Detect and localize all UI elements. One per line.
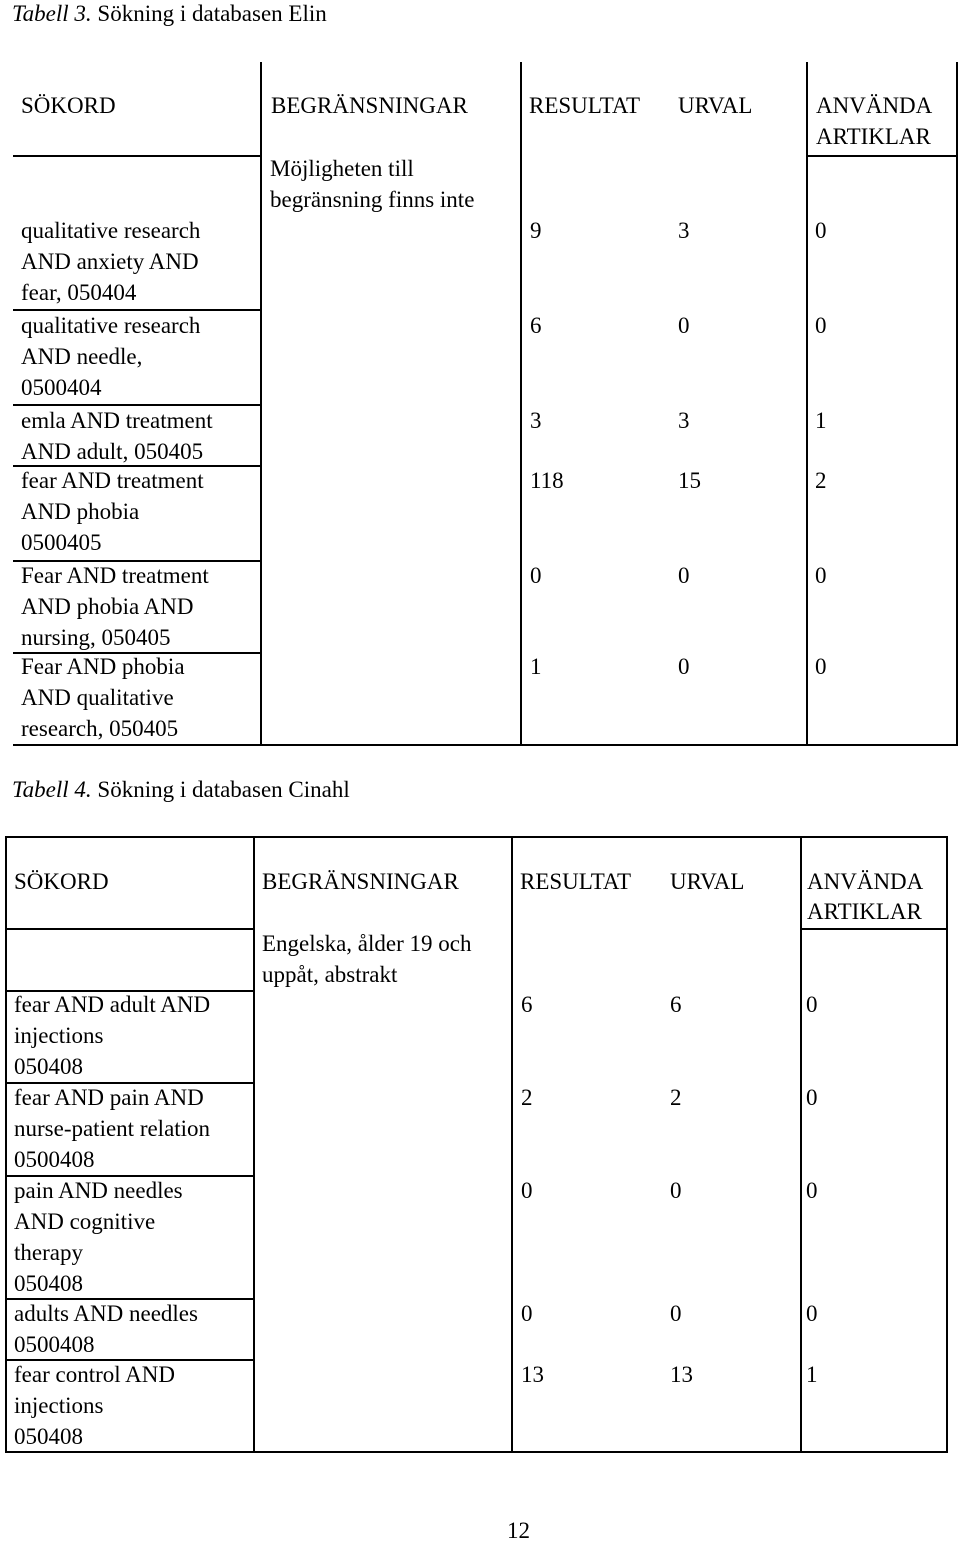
table4-header-sokord: SÖKORD — [14, 869, 109, 894]
table4-anvanda: 0 — [806, 1178, 818, 1203]
table3-rule — [13, 155, 260, 157]
page-number: 12 — [507, 1518, 530, 1543]
table3-rule — [260, 62, 262, 746]
table3-anvanda: 2 — [815, 468, 827, 493]
table4-rule — [946, 836, 948, 1453]
table4-resultat: 0 — [521, 1301, 533, 1326]
table4-rule — [800, 836, 802, 1453]
table3-urval: 15 — [678, 468, 701, 493]
table3-search-term: qualitative research AND anxiety AND fear, 050404 — [21, 218, 201, 305]
table4-rule — [802, 928, 948, 930]
table3-search-term: Fear AND phobia AND qualitative research, 050405 — [21, 654, 185, 741]
table3-resultat: 1 — [530, 654, 542, 679]
table3-limitation: Möjligheten till begränsning finns inte — [270, 156, 475, 212]
table4-urval: 2 — [670, 1085, 682, 1110]
table4-search-term: adults AND needles 0500408 — [14, 1301, 198, 1357]
table4-rule — [5, 928, 253, 930]
table3-header-sokord: SÖKORD — [21, 93, 116, 118]
table4-search-term: fear AND adult AND injections 050408 — [14, 992, 211, 1079]
table4-urval: 6 — [670, 992, 682, 1017]
table3-rule — [806, 62, 808, 746]
table3-resultat: 0 — [530, 563, 542, 588]
table3-urval: 0 — [678, 563, 690, 588]
table3-urval: 3 — [678, 408, 690, 433]
table4-resultat: 0 — [521, 1178, 533, 1203]
table3-urval: 0 — [678, 313, 690, 338]
table4-resultat: 13 — [521, 1362, 544, 1387]
table3-rule — [956, 62, 958, 746]
table3-urval: 0 — [678, 654, 690, 679]
table4-urval: 0 — [670, 1301, 682, 1326]
table4-rule — [253, 836, 255, 1453]
table4-search-term: fear control AND injections 050408 — [14, 1362, 175, 1449]
table3-resultat: 118 — [530, 468, 564, 493]
table4-resultat: 6 — [521, 992, 533, 1017]
table3-search-term: Fear AND treatment AND phobia AND nursing, 050405 — [21, 563, 209, 650]
table4-urval: 0 — [670, 1178, 682, 1203]
table3-anvanda: 0 — [815, 563, 827, 588]
table3-search-term: fear AND treatment AND phobia 0500405 — [21, 468, 204, 555]
table4-rule — [5, 836, 7, 1453]
table3-header-anvanda: ANVÄNDA — [816, 93, 933, 118]
table4-header-resultat: RESULTAT — [520, 869, 632, 894]
table4-caption-label: Tabell 4. — [12, 777, 92, 802]
table3-search-term: emla AND treatment AND adult, 050405 — [21, 408, 213, 464]
table4-limitation: Engelska, ålder 19 och uppåt, abstrakt — [262, 931, 472, 987]
table3-caption-text: Sökning i databasen Elin — [97, 1, 327, 26]
table3-header-resultat: RESULTAT — [529, 93, 641, 118]
table3-anvanda: 0 — [815, 313, 827, 338]
table4-anvanda: 0 — [806, 992, 818, 1017]
table4-header-anvanda: ANVÄNDA — [807, 869, 924, 894]
table4-header-artiklar: ARTIKLAR — [807, 899, 922, 924]
table3-search-term: qualitative research AND needle, 0500404 — [21, 313, 201, 400]
table3-caption-label: Tabell 3. — [12, 1, 92, 26]
table4-header-urval: URVAL — [670, 869, 745, 894]
table4-search-term: pain AND needles AND cognitive therapy 050408 — [14, 1178, 183, 1296]
table3-rule — [808, 155, 958, 157]
table3-resultat: 3 — [530, 408, 542, 433]
table4-caption — [12, 776, 350, 804]
table4-anvanda: 0 — [806, 1301, 818, 1326]
table3-urval: 3 — [678, 218, 690, 243]
table4-resultat: 2 — [521, 1085, 533, 1110]
table3-header-artiklar: ARTIKLAR — [816, 124, 931, 149]
table3-rule — [520, 62, 522, 746]
table3-resultat: 6 — [530, 313, 542, 338]
table4-urval: 13 — [670, 1362, 693, 1387]
table3-resultat: 9 — [530, 218, 542, 243]
table4-anvanda: 1 — [806, 1362, 818, 1387]
table3-anvanda: 0 — [815, 218, 827, 243]
table4-caption-text: Sökning i databasen Cinahl — [97, 777, 350, 802]
table4-rule — [5, 836, 948, 838]
table3-caption — [12, 0, 327, 28]
table4-header-begransningar: BEGRÄNSNINGAR — [262, 869, 459, 894]
table4-anvanda: 0 — [806, 1085, 818, 1110]
table3-anvanda: 1 — [815, 408, 827, 433]
table3-header-begransningar: BEGRÄNSNINGAR — [271, 93, 468, 118]
table3-anvanda: 0 — [815, 654, 827, 679]
table4-rule — [511, 836, 513, 1453]
table3-header-urval: URVAL — [678, 93, 753, 118]
table3-rule — [13, 744, 958, 746]
table4-search-term: fear AND pain AND nurse-patient relation 0500408 — [14, 1085, 211, 1172]
